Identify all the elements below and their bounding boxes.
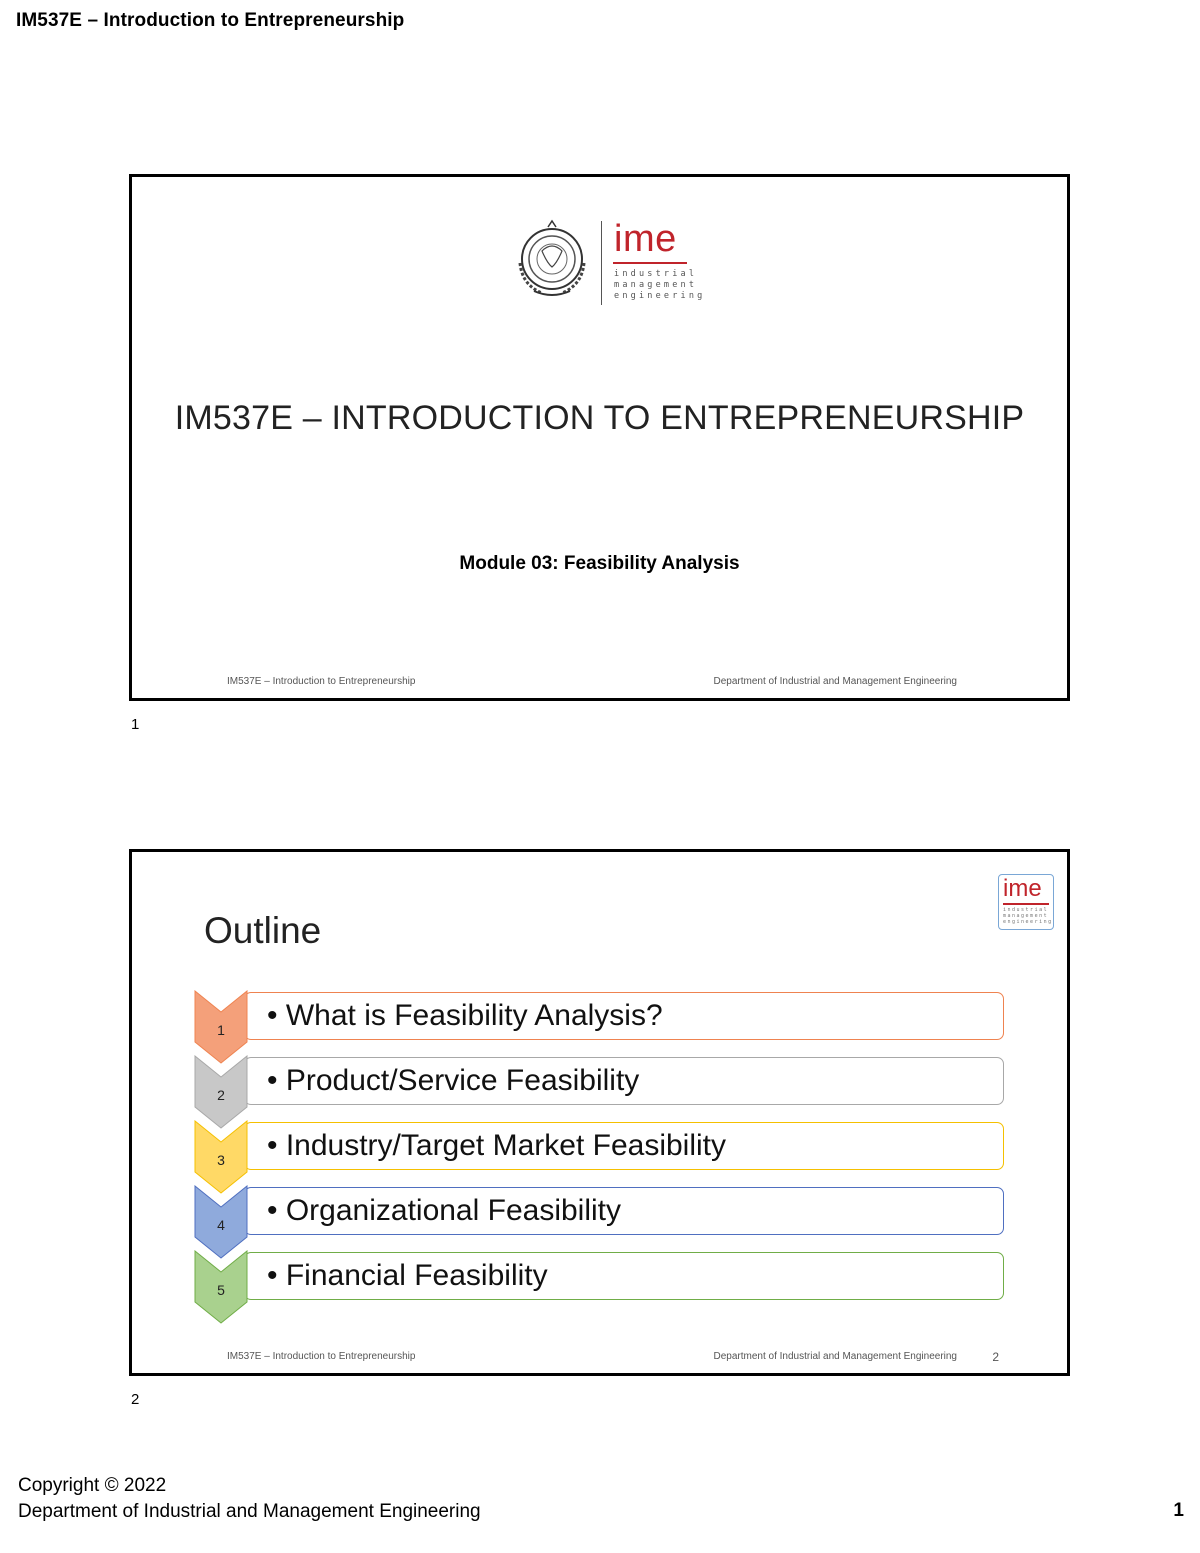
slide-footer-left: IM537E – Introduction to Entrepreneurship bbox=[227, 1351, 416, 1362]
ime-small-logo bbox=[998, 874, 1054, 930]
ime-subtitle-line: engineering bbox=[1003, 919, 1053, 925]
slide-number-label: 2 bbox=[131, 1391, 140, 1408]
outline-item bbox=[194, 1122, 1014, 1188]
outline-item-box bbox=[244, 992, 1004, 1040]
slide-footer-right: Department of Industrial and Management Engineering bbox=[713, 1351, 957, 1362]
outline-item-number: 4 bbox=[217, 1217, 225, 1233]
outline-item-number: 2 bbox=[217, 1087, 225, 1103]
outline-item bbox=[194, 1187, 1014, 1253]
course-title: IM537E – INTRODUCTION TO ENTREPRENEURSHIP bbox=[174, 399, 1025, 437]
outline-item-label: • Industry/Target Market Feasibility bbox=[267, 1129, 726, 1162]
ime-underline bbox=[613, 262, 687, 264]
page-number: 1 bbox=[1173, 1500, 1184, 1521]
slide-footer-right: Department of Industrial and Management Engineering bbox=[713, 676, 957, 687]
outline-item-label: • Product/Service Feasibility bbox=[267, 1064, 640, 1097]
outline-item-label: • Organizational Feasibility bbox=[267, 1194, 621, 1227]
outline-item-label: • Financial Feasibility bbox=[267, 1259, 548, 1292]
slide-1 bbox=[129, 174, 1070, 701]
outline-item-box bbox=[244, 1122, 1004, 1170]
page-footer bbox=[18, 1473, 481, 1525]
university-logo bbox=[512, 218, 706, 307]
slide-number-label: 1 bbox=[131, 716, 140, 733]
ime-underline bbox=[1003, 903, 1049, 905]
outline-item-box bbox=[244, 1057, 1004, 1105]
outline-item bbox=[194, 1057, 1014, 1123]
outline-item-number: 5 bbox=[217, 1282, 225, 1298]
outline-item-number: 3 bbox=[217, 1152, 225, 1168]
logo-divider bbox=[601, 221, 602, 305]
ime-subtitle-line: industrial bbox=[1003, 907, 1049, 913]
slide-2 bbox=[129, 849, 1070, 1376]
ime-wordmark: ime bbox=[614, 218, 677, 260]
copyright-text: Copyright © 2022 bbox=[18, 1475, 167, 1496]
outline-title: Outline bbox=[204, 910, 322, 951]
university-seal-icon bbox=[512, 219, 592, 303]
ime-subtitle-line: management bbox=[614, 280, 698, 290]
ime-subtitle-line: management bbox=[1003, 913, 1049, 919]
outline-item bbox=[194, 992, 1014, 1058]
slide-footer-number: 2 bbox=[992, 1350, 999, 1364]
ime-subtitle-line: industrial bbox=[614, 269, 698, 279]
outline-item bbox=[194, 1252, 1014, 1318]
outline-item-box bbox=[244, 1252, 1004, 1300]
outline-item-box bbox=[244, 1187, 1004, 1235]
page-header-title: IM537E – Introduction to Entrepreneurship bbox=[16, 10, 405, 31]
slide-footer-left: IM537E – Introduction to Entrepreneurship bbox=[227, 676, 416, 687]
department-text: Department of Industrial and Management Engineering bbox=[18, 1501, 481, 1522]
outline-item-number: 1 bbox=[217, 1022, 225, 1038]
ime-subtitle-line: engineering bbox=[614, 291, 706, 301]
outline-item-label: • What is Feasibility Analysis? bbox=[267, 999, 663, 1032]
module-title: Module 03: Feasibility Analysis bbox=[459, 553, 740, 574]
ime-wordmark: ime bbox=[1003, 875, 1042, 902]
